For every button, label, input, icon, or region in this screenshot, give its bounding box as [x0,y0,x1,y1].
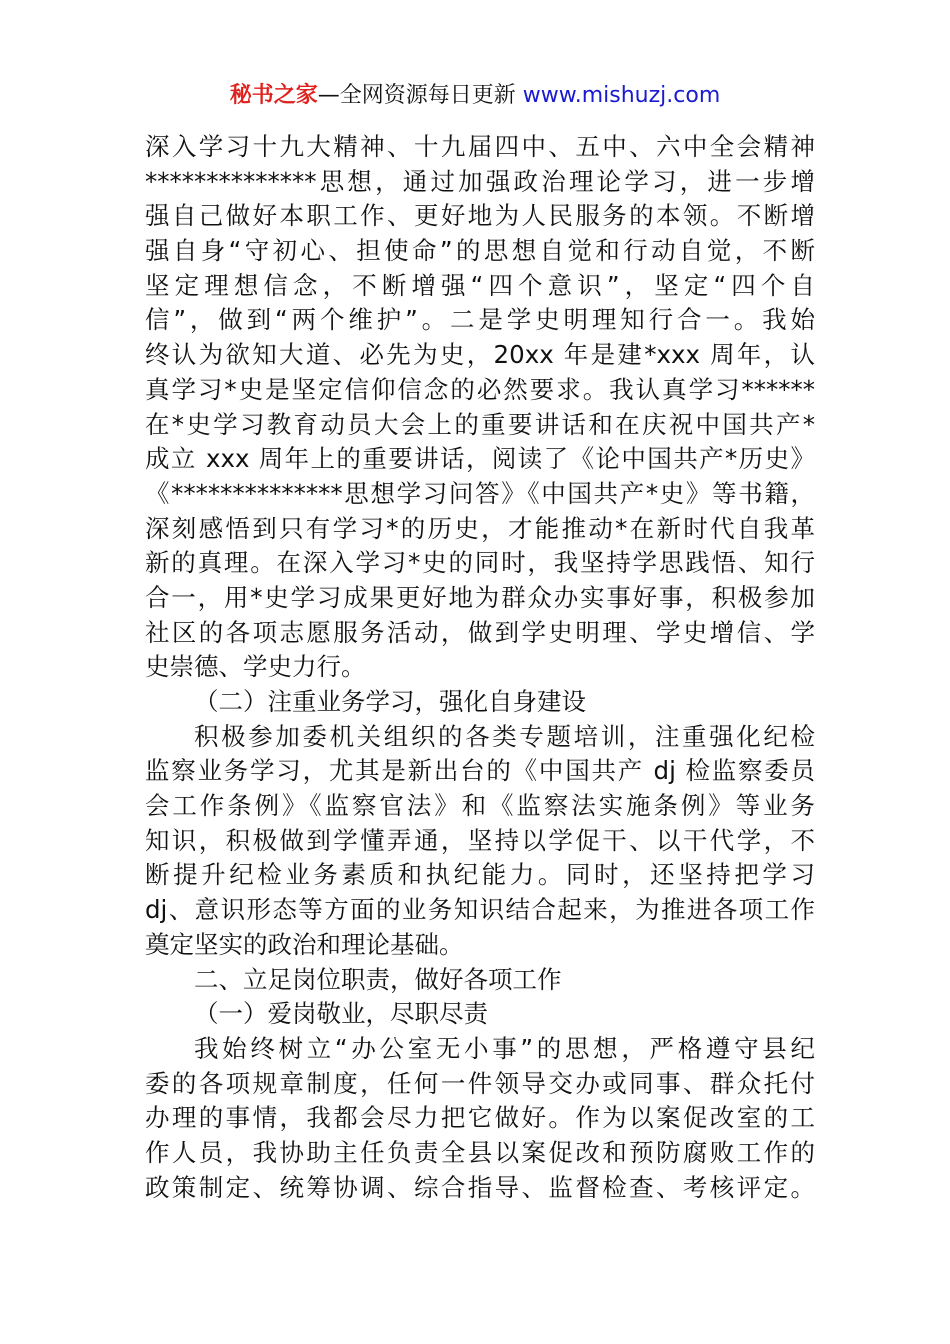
text-line: 作人员，我协助主任负责全县以案促改和预防腐败工作的 [145,1137,815,1167]
text-line: 知识，积极做到学懂弄通，坚持以学促干、以干代学，不 [145,825,815,855]
text-line: 政策制定、统筹协调、综合指导、监督检查、考核评定。 [145,1172,815,1202]
section-heading: （二）注重业务学习，强化自身建设 [194,687,586,716]
text-line: 信”，做到“两个维护”。二是学史明理知行合一。我始 [145,305,815,335]
text-line: 深刻感悟到只有学习*的历史，才能推动*在新时代自我革 [145,513,815,543]
text-line: 办理的事情，我都会尽力把它做好。作为以案促改室的工 [145,1103,815,1133]
text-line: 新的真理。在深入学习*史的同时，我坚持学思践悟、知行 [145,548,815,578]
section-heading: 二、立足岗位职责，做好各项工作 [194,964,562,994]
text-line: 坚定理想信念，不断增强“四个意识”，坚定“四个自 [145,270,815,300]
text-line: 监察业务学习，尤其是新出台的《中国共产 dj 检监察委员 [145,756,815,786]
text-line: 委的各项规章制度，任何一件领导交办或同事、群众托付 [145,1068,815,1098]
text-line: 积极参加委机关组织的各类专题培训，注重强化纪检 [194,721,815,751]
body-text [145,130,815,1205]
text-line: 奠定坚实的政治和理论基础。 [145,929,464,959]
site-url[interactable]: www.mishuzj.com [522,83,721,108]
text-line: 会工作条例》《监察官法》和《监察法实施条例》等业务 [145,791,815,821]
site-brand: 秘书之家 [229,83,318,108]
section-heading: （一）爱岗敬业，尽职尽责 [194,999,488,1029]
text-line: dj、意识形态等方面的业务知识结合起来，为推进各项工作 [145,895,815,925]
text-line: 断提升纪检业务素质和执纪能力。同时，还坚持把学习 [145,860,815,890]
text-line: 真学习*史是坚定信仰信念的必然要求。我认真学习****** [145,374,815,404]
text-line: 深入学习十九大精神、十九届四中、五中、六中全会精神 [145,132,815,161]
text-line: 成立 xxx 周年上的重要讲话，阅读了《论中国共产*历史》 [145,444,815,474]
text-line: 强自身“守初心、担使命”的思想自觉和行动自觉，不断 [145,236,815,266]
text-line: 我始终树立“办公室无小事”的思想，严格遵守县纪 [194,1033,815,1063]
text-line: 在*史学习教育动员大会上的重要讲话和在庆祝中国共产* [145,409,815,439]
page-header [0,80,950,112]
text-line: 合一，用*史学习成果更好地为群众办实事好事，积极参加 [145,582,815,612]
text-line: 史崇德、学史力行。 [145,652,366,682]
text-line: 终认为欲知大道、必先为史，20xx 年是建*xxx 周年，认 [145,340,815,370]
text-line: 社区的各项志愿服务活动，做到学史明理、学史增信、学 [145,617,815,647]
text-line: 《**************思想学习问答》《中国共产*史》等书籍， [145,478,815,508]
text-line: 强自己做好本职工作、更好地为人民服务的本领。不断增 [145,201,815,231]
text-line: **************思想，通过加强政治理论学习，进一步增 [145,166,815,196]
site-slogan: —全网资源每日更新 [317,83,523,108]
